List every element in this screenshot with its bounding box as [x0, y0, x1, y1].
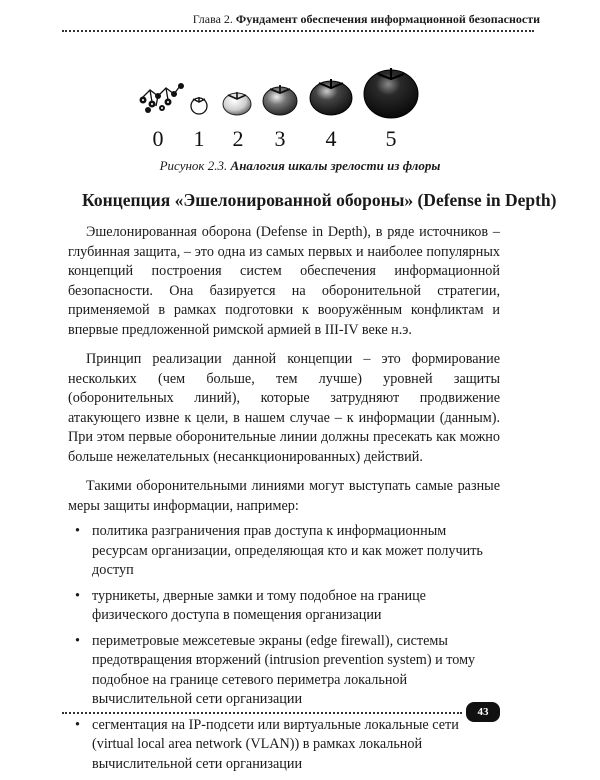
section-body	[68, 223, 500, 780]
page-number-badge: 43	[466, 702, 500, 722]
tomato-stage-3-icon	[263, 85, 297, 115]
tomato-stage-1-icon	[191, 97, 207, 114]
chapter-label: Глава 2.	[192, 12, 233, 26]
tomato-stage-4-icon	[310, 79, 352, 115]
footer-divider	[62, 712, 462, 714]
scale-label-0: 0	[152, 126, 164, 151]
maturity-scale-figure	[0, 66, 600, 166]
caption-prefix: Рисунок 2.3.	[159, 158, 228, 173]
bullet-icon: •	[75, 523, 80, 539]
defense-measures-list	[68, 522, 500, 774]
list-item	[68, 632, 500, 710]
scale-label-1: 1	[193, 126, 205, 151]
flower-cluster-icon	[140, 83, 185, 113]
paragraph-3: Такими оборонительными линиями могут выступать самые разные меры защиты информации, например:	[68, 478, 500, 514]
tomato-illustration	[0, 66, 600, 156]
list-item-text: турникеты, дверные замки и тому подобное на границе физического доступа в помещения организации	[92, 587, 426, 623]
section-heading: Концепция «Эшелонированной обороны» (Defense in Depth)	[82, 190, 557, 210]
list-item	[68, 522, 500, 581]
scale-label-5: 5	[385, 126, 397, 151]
tomato-stage-2-icon	[223, 92, 251, 115]
scale-label-2: 2	[232, 126, 244, 151]
paragraph-2: Принцип реализации данной концепции – это формирование нескольких (чем больше, тем лучше) уровней защиты (оборонительных линий), которые затрудняют продвижение атакующего извне к цели, в нашем случае – к информации (данным). При этом первые оборонительные линии должны пресекать как можно больше нежелательных (несанкционированных) действий.	[68, 351, 500, 465]
scale-label-3: 3	[274, 126, 286, 151]
list-item-text: политика разграничения прав доступа к информационным ресурсам организации, определяющая кто и как может получить доступ	[92, 523, 483, 578]
list-item-text: сегментация на IP-подсети или виртуальные локальные сети (virtual local area network (VLAN)) в рамках локальной вычислительной сети организации	[92, 716, 459, 772]
tomato-stage-5-icon	[364, 68, 418, 118]
scale-label-4: 4	[325, 126, 337, 151]
list-item-text: периметровые межсетевые экраны (edge firewall), системы предотвращения вторжений (intrusion prevention system) и тому подобное на границе сетевого периметра локальной вычислительной сети организации	[92, 632, 476, 707]
list-item	[68, 716, 500, 775]
paragraph-1: Эшелонированная оборона (Defense in Depth), в ряде источников – глубинная защита, – это одна из самых первых и наиболее популярных концепций построения систем обеспечения информационной безопасности. Она базируется на оборонительной стратегии, применяемой в рамках подготовки к вооружённым конфликтам и впервые предложенной римской армией в III-IV веке н.э.	[68, 224, 500, 338]
header-divider	[62, 30, 534, 32]
bullet-icon: •	[75, 632, 80, 649]
caption-title: Аналогия шкалы зрелости из флоры	[230, 158, 441, 173]
bullet-icon: •	[75, 587, 80, 604]
bullet-icon: •	[75, 716, 80, 733]
list-item	[68, 587, 500, 626]
figure-caption	[0, 158, 600, 174]
running-header	[193, 12, 540, 27]
chapter-title: Фундамент обеспечения информационной безопасности	[235, 12, 540, 26]
